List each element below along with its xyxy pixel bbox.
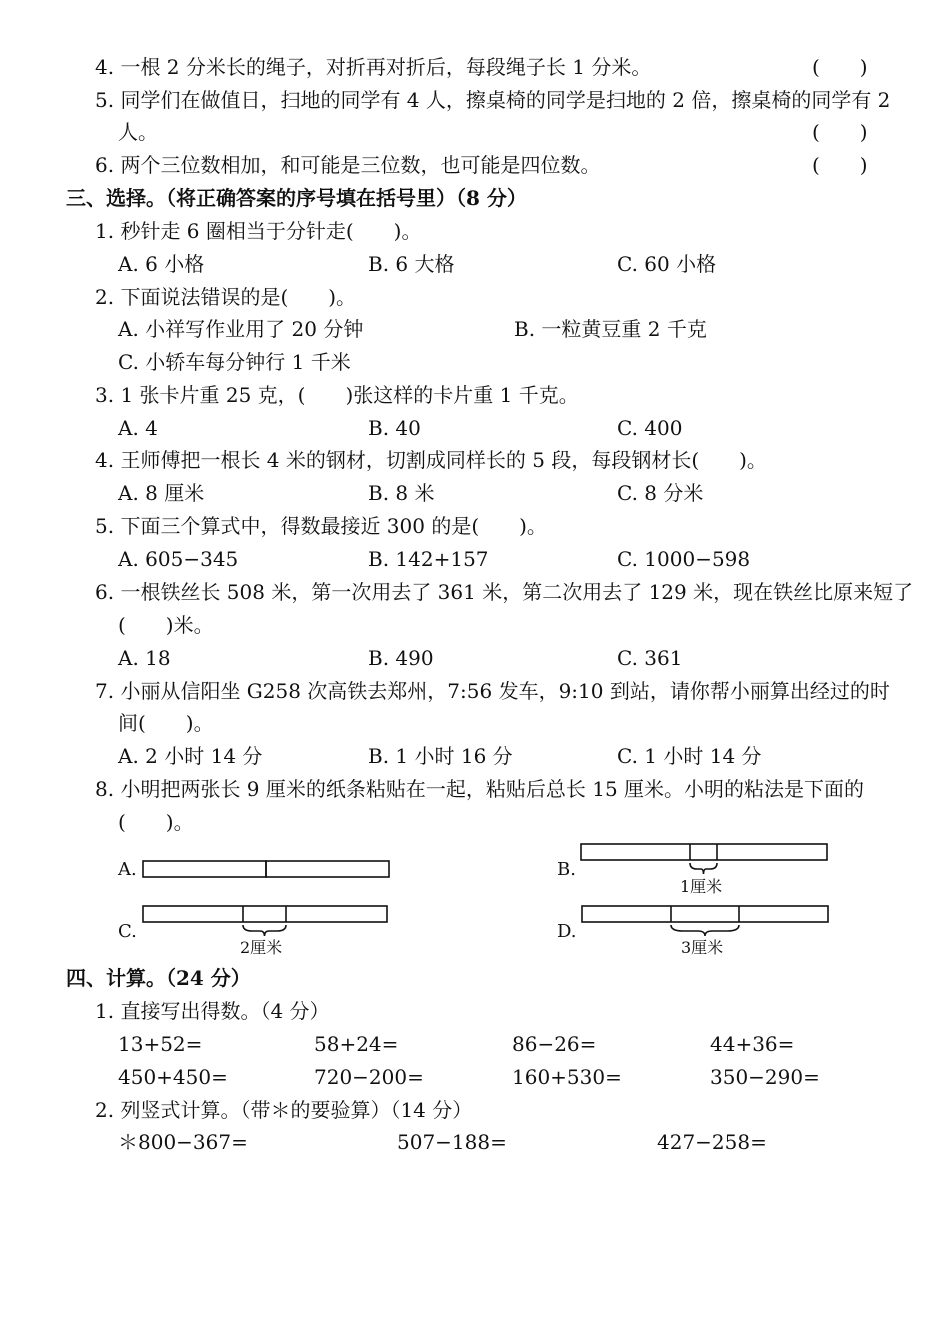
- vertical-expr: ＊800−367=: [118, 1130, 248, 1154]
- calc-subtitle-2: 2. 列竖式计算。（带＊的要验算）（14 分）: [95, 1098, 473, 1122]
- oral-expr: 58+24=: [314, 1032, 399, 1056]
- option-a: A. 18: [118, 646, 171, 670]
- option-c: C. 1 小时 14 分: [617, 744, 762, 768]
- brace-c: [243, 925, 286, 936]
- answer-paren[interactable]: ( ): [812, 120, 868, 144]
- vertical-expr: 507−188=: [397, 1130, 507, 1154]
- option-b: B. 142+157: [368, 547, 489, 571]
- option-b: B. 8 米: [368, 481, 435, 505]
- oral-expr: 13+52=: [118, 1032, 203, 1056]
- choice-q6-line1: 6. 一根铁丝长 508 米，第一次用去了 361 米，第二次用去了 129 米，现在铁丝比原来短了: [95, 580, 914, 604]
- strip-a-left: [143, 861, 266, 877]
- choice-q7-line2: 间( )。: [118, 711, 214, 735]
- option-a: A. 小祥写作业用了 20 分钟: [118, 317, 364, 341]
- oral-expr: 720−200=: [314, 1065, 424, 1089]
- option-a: A. 8 厘米: [118, 481, 205, 505]
- choice-q6-line2: ( )米。: [118, 613, 214, 637]
- choice-q7-line1: 7. 小丽从信阳坐 G258 次高铁去郑州，7:56 发车，9:10 到站，请你帮小丽算出经过的时: [95, 679, 890, 703]
- oral-expr: 350−290=: [710, 1065, 820, 1089]
- option-c: C. 8 分米: [617, 481, 704, 505]
- answer-paren[interactable]: ( ): [812, 55, 868, 79]
- strip-c: [143, 906, 387, 922]
- paper-strip-figure: [0, 835, 950, 965]
- fig-label-c: C.: [118, 921, 137, 942]
- oral-expr: 86−26=: [512, 1032, 597, 1056]
- strip-b: [581, 844, 827, 860]
- option-b: B. 490: [368, 646, 434, 670]
- option-c: C. 400: [617, 416, 683, 440]
- option-c: C. 1000−598: [617, 547, 751, 571]
- oral-expr: 160+530=: [512, 1065, 622, 1089]
- oral-expr: 44+36=: [710, 1032, 795, 1056]
- judge-q5-line1: 5. 同学们在做值日，扫地的同学有 4 人，擦桌椅的同学是扫地的 2 倍，擦桌椅的同学有 2: [95, 88, 891, 112]
- strip-a-right: [266, 861, 389, 877]
- option-b: B. 6 大格: [368, 252, 455, 276]
- judge-q5-line2: 人。: [118, 120, 158, 144]
- brace-b: [690, 863, 717, 874]
- brace-d: [671, 925, 739, 936]
- fig-label-b: B.: [557, 859, 576, 880]
- choice-q8-line1: 8. 小明把两张长 9 厘米的纸条粘贴在一起，粘贴后总长 15 厘米。小明的粘法是下面的: [95, 777, 865, 801]
- choice-q4: 4. 王师傅把一根长 4 米的钢材，切割成同样长的 5 段，每段钢材长( )。: [95, 448, 767, 472]
- option-b: B. 40: [368, 416, 421, 440]
- fig-label-d: D.: [557, 921, 577, 942]
- section-choice-title: 三、选择。（将正确答案的序号填在括号里）（8 分）: [66, 186, 527, 210]
- choice-q2: 2. 下面说法错误的是( )。: [95, 285, 357, 309]
- judge-q6: 6. 两个三位数相加，和可能是三位数，也可能是四位数。: [95, 153, 601, 177]
- option-a: A. 2 小时 14 分: [118, 744, 263, 768]
- option-b: B. 一粒黄豆重 2 千克: [514, 317, 707, 341]
- oral-expr: 450+450=: [118, 1065, 228, 1089]
- option-a: A. 6 小格: [118, 252, 205, 276]
- fig-label-a: A.: [118, 859, 137, 880]
- strip-d: [582, 906, 828, 922]
- judge-q4: 4. 一根 2 分米长的绳子，对折再对折后，每段绳子长 1 分米。: [95, 55, 652, 79]
- section-calc-title: 四、计算。（24 分）: [66, 966, 251, 990]
- option-c: C. 小轿车每分钟行 1 千米: [118, 350, 351, 374]
- choice-q8-line2: ( )。: [118, 810, 194, 834]
- choice-q1: 1. 秒针走 6 圈相当于分针走( )。: [95, 219, 422, 243]
- option-c: C. 361: [617, 646, 683, 670]
- choice-q5: 5. 下面三个算式中，得数最接近 300 的是( )。: [95, 514, 547, 538]
- choice-q3: 3. 1 张卡片重 25 克，( )张这样的卡片重 1 千克。: [95, 383, 579, 407]
- fig-c-overlap-label: 2厘米: [240, 938, 283, 957]
- option-b: B. 1 小时 16 分: [368, 744, 513, 768]
- option-c: C. 60 小格: [617, 252, 717, 276]
- fig-b-overlap-label: 1厘米: [680, 877, 723, 896]
- calc-subtitle-1: 1. 直接写出得数。（4 分）: [95, 999, 330, 1023]
- option-a: A. 605−345: [118, 547, 239, 571]
- vertical-expr: 427−258=: [657, 1130, 767, 1154]
- fig-d-overlap-label: 3厘米: [681, 938, 724, 957]
- option-a: A. 4: [118, 416, 158, 440]
- answer-paren[interactable]: ( ): [812, 153, 868, 177]
